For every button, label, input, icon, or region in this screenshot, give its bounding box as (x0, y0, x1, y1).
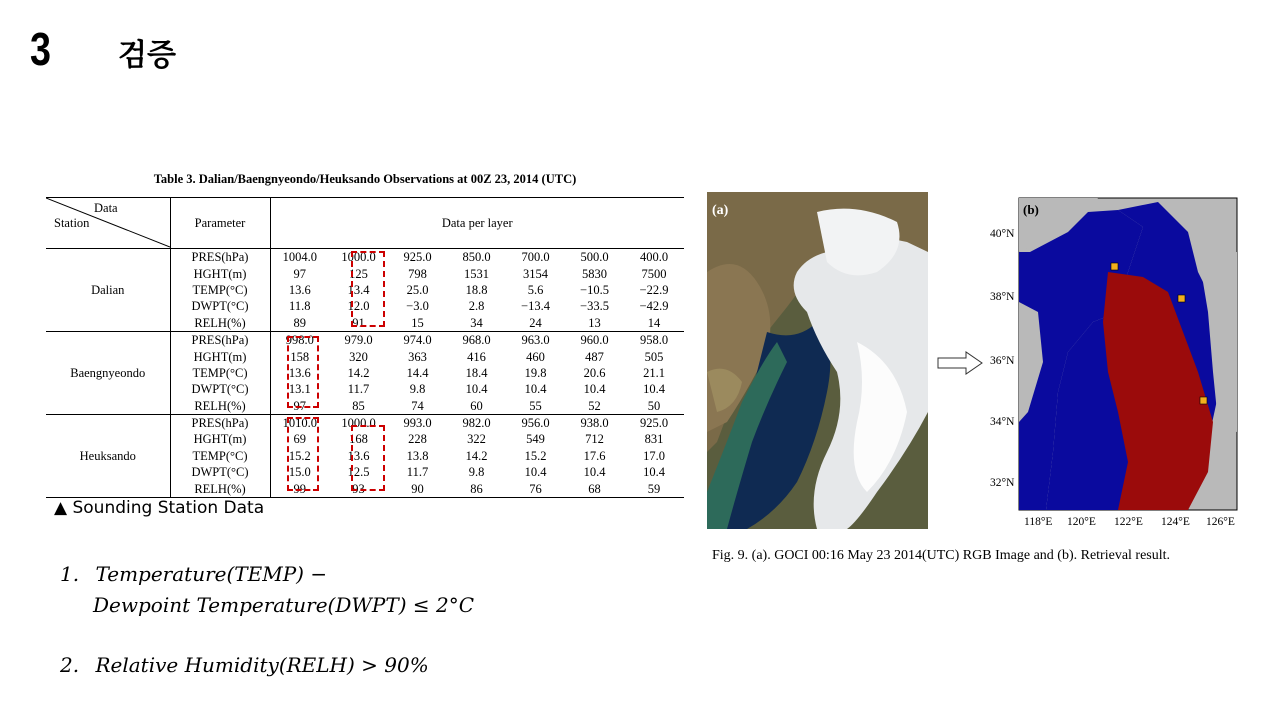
formula-2 (60, 653, 429, 677)
value-cell: 5830 (582, 266, 607, 281)
value-cell: 90 (388, 480, 447, 497)
panel-b-label: (b) (1023, 202, 1039, 217)
value-cell: 982.0 (462, 416, 491, 431)
value-cell: 10.4 (465, 382, 488, 397)
value-cell: −3.0 (406, 299, 429, 314)
station-name: Heuksando (46, 414, 170, 497)
value-cell: 7500 (641, 266, 667, 281)
value-cell: 228 (408, 432, 427, 447)
parameter-cell: HGHT(m) (170, 348, 270, 364)
value-cell: 97 (270, 398, 329, 415)
value-cell: 50 (624, 398, 684, 415)
value-cell: 59 (624, 480, 684, 497)
value-cell: 712 (585, 432, 604, 447)
value-cell: 11.8 (289, 299, 311, 314)
table-caption: Table 3. Dalian/Baengnyeondo/Heuksando Observations at 00Z 23, 2014 (UTC) (153, 172, 577, 186)
value-cell: 993.0 (403, 416, 432, 431)
value-cell: −10.5 (580, 282, 609, 297)
value-cell: 2.8 (468, 299, 485, 314)
parameter-cell: RELH(%) (170, 480, 270, 497)
parameter-cell: HGHT(m) (170, 431, 270, 447)
formula-1-line1: Temperature(TEMP) − (95, 562, 328, 586)
value-cell: 10.4 (643, 465, 665, 480)
value-cell: 13.8 (406, 448, 429, 463)
value-cell: −22.9 (639, 282, 669, 297)
header-diagonal-cell (46, 198, 170, 249)
table-row (46, 414, 684, 431)
value-cell: 14.2 (347, 365, 370, 380)
value-cell: 505 (644, 349, 664, 364)
value-cell: 13 (565, 315, 624, 332)
value-cell: 958.0 (639, 333, 669, 348)
value-cell: 500.0 (580, 250, 609, 265)
value-cell: 10.4 (583, 465, 606, 480)
figure-caption: Fig. 9. (a). GOCI 00:16 May 23 2014(UTC) RGB Image and (b). Retrieval result. (712, 548, 1171, 563)
value-cell: 91 (329, 315, 388, 332)
value-cell: 400.0 (639, 250, 669, 265)
parameter-cell: TEMP(°C) (170, 282, 270, 298)
value-cell: 700.0 (521, 250, 550, 265)
value-cell: 13.6 (288, 365, 311, 380)
lon-label-122: 122°E (1114, 516, 1143, 528)
lon-label-126: 126°E (1206, 516, 1235, 528)
value-cell: 18.4 (465, 365, 488, 380)
formula-2-line1: Relative Humidity(RELH) > 90% (95, 653, 429, 677)
value-cell: 3154 (523, 266, 548, 281)
value-cell: 76 (506, 480, 565, 497)
value-cell: 60 (447, 398, 506, 415)
value-cell: 322 (467, 432, 486, 447)
header-parameter: Parameter (170, 198, 270, 249)
value-cell: 798 (408, 266, 427, 281)
table-header-row (46, 198, 684, 249)
value-cell: −33.5 (580, 299, 609, 314)
value-cell: 11.7 (406, 465, 429, 480)
formula-2-number: 2. (60, 653, 80, 677)
value-cell: 15.2 (288, 448, 311, 463)
parameter-cell: HGHT(m) (170, 265, 270, 281)
table-row (46, 331, 684, 348)
value-cell: 925.0 (403, 250, 432, 265)
value-cell: 9.8 (468, 465, 485, 480)
value-cell: 1000.0 (341, 416, 376, 431)
value-cell: 10.4 (524, 465, 547, 480)
formula-1 (60, 562, 327, 586)
parameter-cell: TEMP(°C) (170, 365, 270, 381)
value-cell: 25.0 (406, 282, 429, 297)
value-cell: 158 (290, 349, 310, 364)
value-cell: 19.8 (524, 365, 547, 380)
value-cell: 14.4 (406, 365, 429, 380)
panel-a-label: (a) (712, 203, 729, 218)
value-cell: 74 (388, 398, 447, 415)
value-cell: 10.4 (524, 382, 547, 397)
value-cell: 831 (644, 432, 664, 447)
value-cell: 68 (565, 480, 624, 497)
value-cell: 1004.0 (282, 250, 317, 265)
value-cell: 97 (293, 266, 306, 281)
observation-table (46, 197, 684, 496)
value-cell: 956.0 (521, 416, 550, 431)
value-cell: 10.4 (583, 382, 606, 397)
value-cell: 979.0 (344, 333, 373, 348)
value-cell: 17.0 (643, 448, 665, 463)
parameter-cell: DWPT(°C) (170, 464, 270, 480)
value-cell: 1010.0 (282, 416, 317, 431)
value-cell: 18.8 (465, 282, 488, 297)
header-station-label: Station (54, 216, 90, 230)
value-cell: 15 (388, 315, 447, 332)
value-cell: 416 (467, 349, 486, 364)
header-data-per-layer: Data per layer (270, 198, 684, 249)
value-cell: 13.6 (347, 448, 370, 463)
parameter-cell: DWPT(°C) (170, 381, 270, 397)
station-marker-heuksando (1200, 397, 1207, 404)
value-cell: 52 (565, 398, 624, 415)
value-cell: −13.4 (521, 299, 550, 314)
value-cell: 5.6 (527, 282, 544, 297)
header-data-label: Data (94, 201, 118, 215)
retrieval-map (968, 192, 1244, 532)
value-cell: 55 (506, 398, 565, 415)
value-cell: 320 (349, 349, 368, 364)
parameter-cell: PRES(hPa) (170, 249, 270, 266)
formula-1-number: 1. (60, 562, 80, 586)
parameter-cell: TEMP(°C) (170, 448, 270, 464)
value-cell: 15.2 (524, 448, 547, 463)
parameter-cell: RELH(%) (170, 315, 270, 332)
lat-label-40: 40°N (990, 228, 1015, 240)
value-cell: 487 (585, 349, 604, 364)
value-cell: 12.0 (347, 299, 370, 314)
value-cell: 13.4 (347, 282, 370, 297)
value-cell: 963.0 (521, 333, 550, 348)
value-cell: 938.0 (580, 416, 609, 431)
value-cell: 89 (270, 315, 329, 332)
value-cell: 86 (447, 480, 506, 497)
value-cell: 20.6 (583, 365, 606, 380)
value-cell: 14.2 (465, 448, 488, 463)
value-cell: 974.0 (403, 333, 432, 348)
value-cell: 24 (506, 315, 565, 332)
lat-label-36: 36°N (990, 355, 1015, 367)
value-cell: 960.0 (580, 333, 609, 348)
value-cell: 69 (293, 432, 306, 447)
value-cell: 15.0 (288, 465, 311, 480)
value-cell: 998.0 (285, 333, 314, 348)
lat-label-32: 32°N (990, 477, 1015, 489)
station-name: Dalian (46, 249, 170, 332)
value-cell: 9.8 (409, 382, 426, 397)
parameter-cell: PRES(hPa) (170, 331, 270, 348)
parameter-cell: DWPT(°C) (170, 298, 270, 314)
lon-label-118: 118°E (1024, 516, 1053, 528)
value-cell: 168 (349, 432, 368, 447)
value-cell: 1531 (464, 266, 489, 281)
goci-rgb-image (707, 192, 928, 529)
formula-1-line2: Dewpoint Temperature(DWPT) ≤ 2°C (93, 593, 475, 617)
section-title: 검증 (118, 38, 176, 73)
table-note: ▲ Sounding Station Data (54, 498, 265, 518)
parameter-cell: RELH(%) (170, 398, 270, 415)
value-cell: 14 (624, 315, 684, 332)
value-cell: 850.0 (462, 250, 491, 265)
lat-label-38: 38°N (990, 291, 1015, 303)
parameter-cell: PRES(hPa) (170, 414, 270, 431)
value-cell: 21.1 (643, 365, 665, 380)
value-cell: 1000.0 (341, 250, 376, 265)
value-cell: 549 (526, 432, 545, 447)
value-cell: 363 (408, 349, 427, 364)
value-cell: 99 (270, 480, 329, 497)
value-cell: −42.9 (639, 299, 669, 314)
value-cell: 125 (349, 266, 368, 281)
value-cell: 85 (329, 398, 388, 415)
station-marker-dalian (1111, 263, 1118, 270)
station-name: Baengnyeondo (46, 331, 170, 414)
station-marker-baengnyeondo (1178, 295, 1185, 302)
value-cell: 12.5 (347, 465, 370, 480)
table-row (46, 249, 684, 266)
value-cell: 10.4 (643, 382, 665, 397)
value-cell: 13.1 (288, 382, 311, 397)
value-cell: 968.0 (462, 333, 491, 348)
value-cell: 11.7 (347, 382, 370, 397)
section-number: 3 (30, 23, 51, 75)
lat-label-34: 34°N (990, 416, 1015, 428)
lon-label-120: 120°E (1067, 516, 1096, 528)
value-cell: 34 (447, 315, 506, 332)
value-cell: 17.6 (583, 448, 606, 463)
value-cell: 925.0 (639, 416, 669, 431)
value-cell: 460 (526, 349, 545, 364)
lon-label-124: 124°E (1161, 516, 1190, 528)
value-cell: 93 (329, 480, 388, 497)
value-cell: 13.6 (288, 282, 311, 297)
